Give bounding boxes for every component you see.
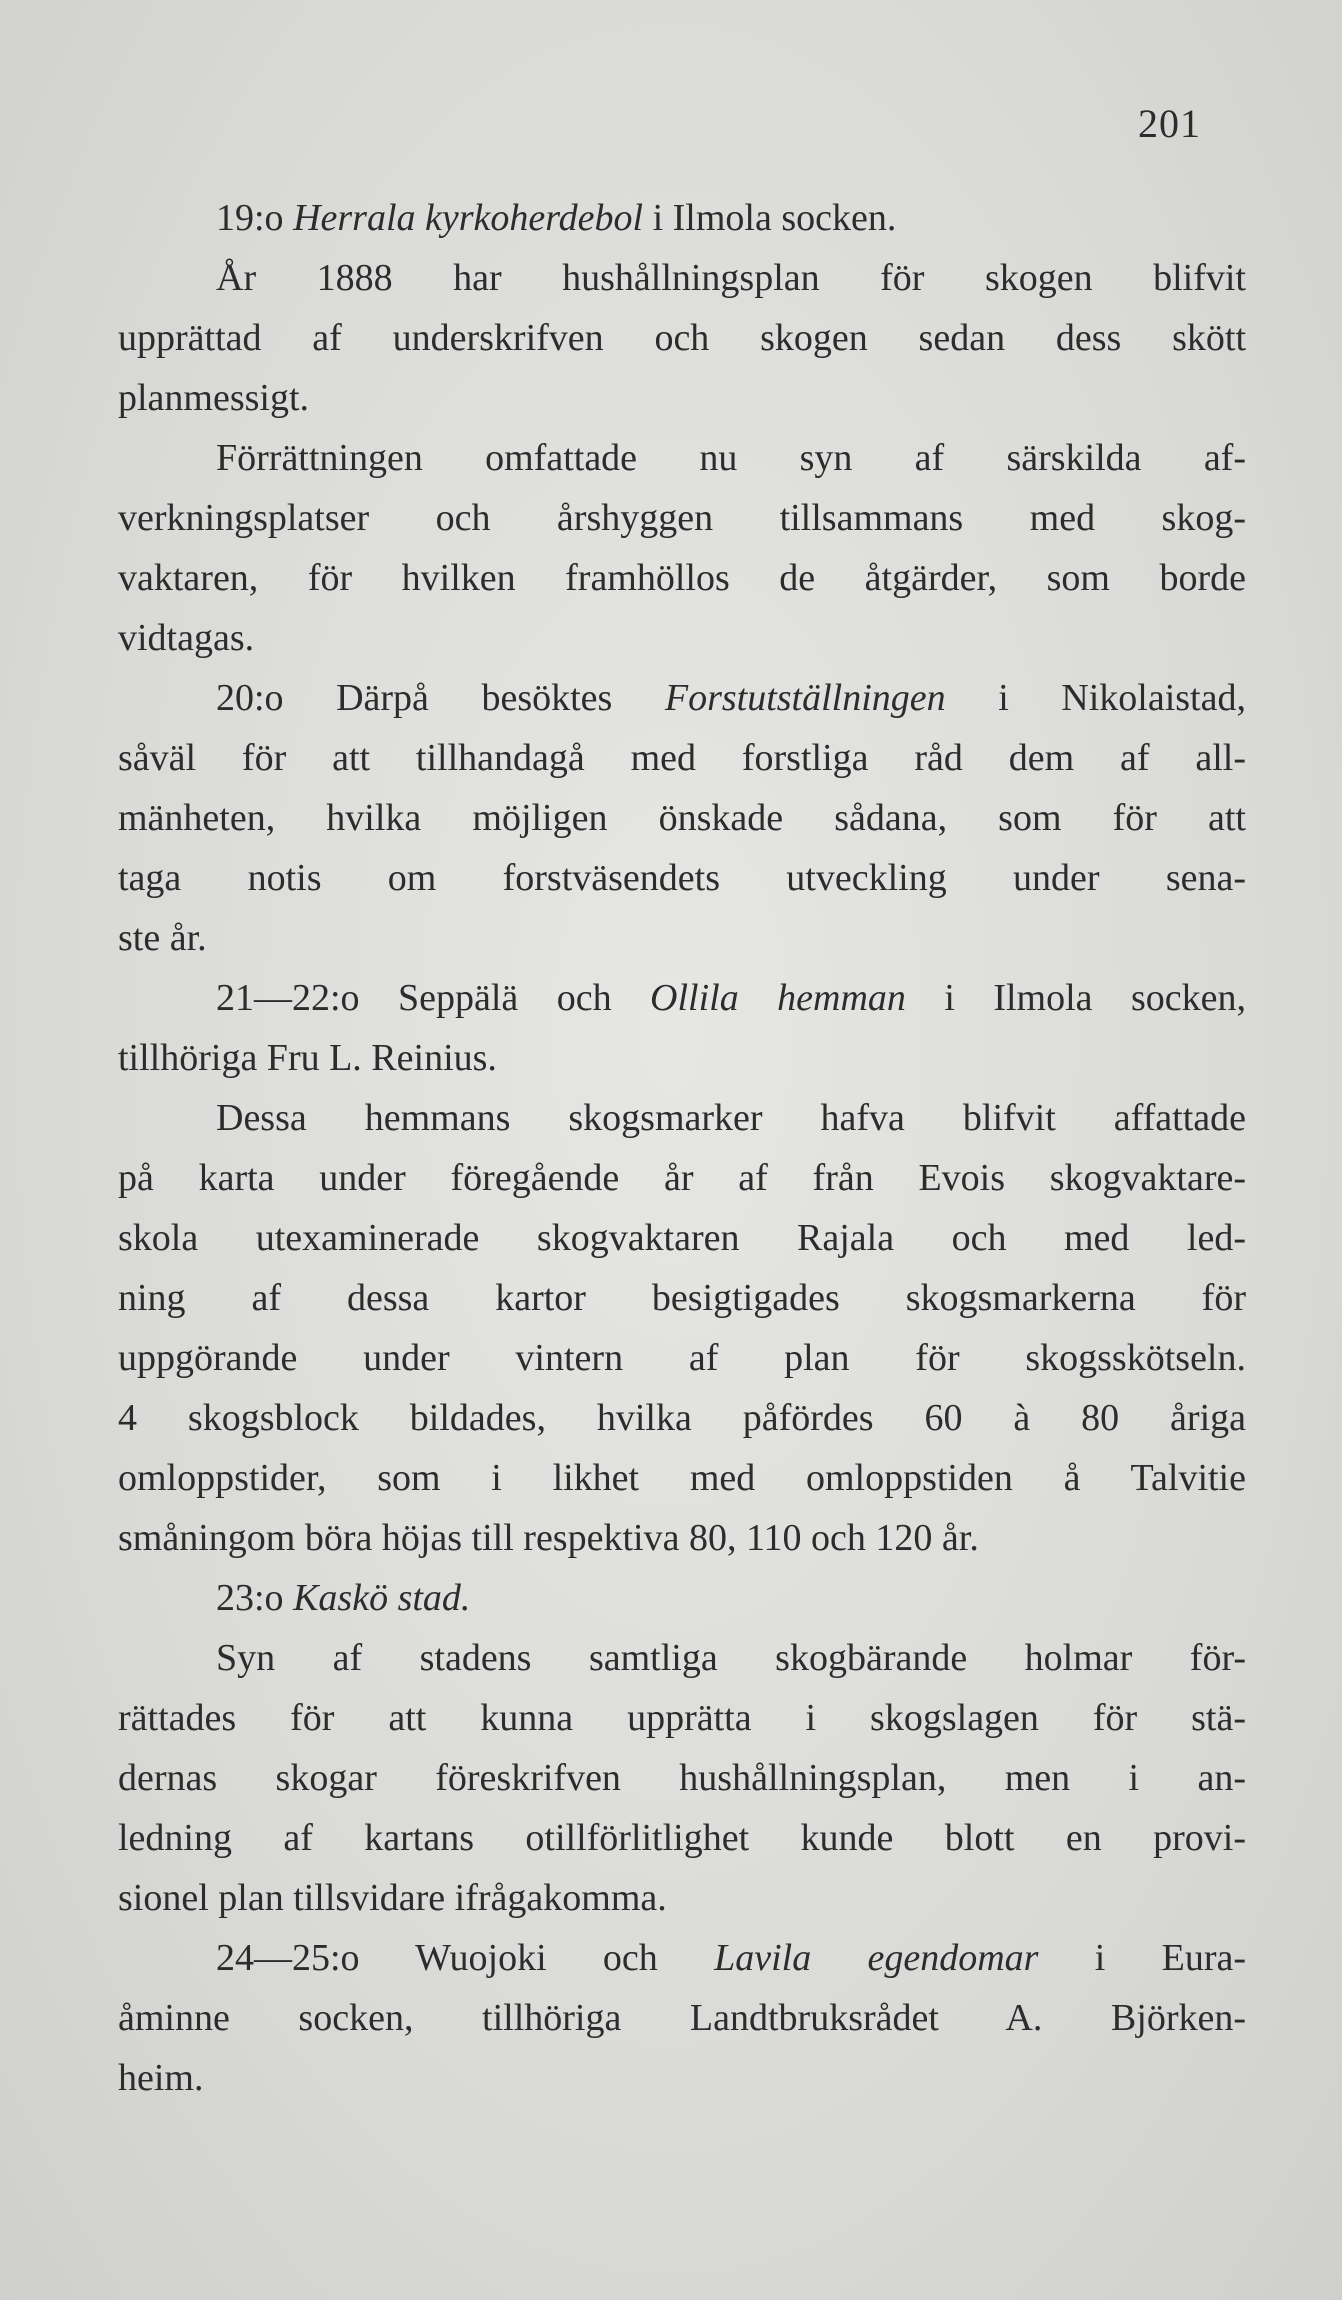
text-line: 21—22:o Seppälä och Ollila hemman i Ilmola socken, (216, 977, 1246, 1019)
text-line: sionel plan tillsvidare ifrågakomma. (118, 1877, 667, 1919)
body-text (118, 188, 1246, 2108)
text-line: uppgörande under vintern af plan för skogsskötseln. (118, 1337, 1246, 1379)
text-line: 23:o Kaskö stad. (216, 1577, 471, 1619)
text-line: Förrättningen omfattade nu syn af särskilda af- (216, 437, 1246, 479)
text-line: småningom böra höjas till respektiva 80, 110 och 120 år. (118, 1517, 979, 1559)
text-line: planmessigt. (118, 377, 310, 419)
text-line: dernas skogar föreskrifven hushållningsplan, men i an- (118, 1757, 1246, 1799)
text-line: skola utexaminerade skogvaktaren Rajala och med led- (118, 1217, 1246, 1259)
text-line: ledning af kartans otillförlitlighet kunde blott en provi- (118, 1817, 1246, 1859)
text-line: vidtagas. (118, 617, 255, 659)
text-line: på karta under föregående år af från Evois skogvaktare- (118, 1157, 1246, 1199)
page-number: 201 (1138, 101, 1201, 146)
text-line: mänheten, hvilka möjligen önskade sådana, som för att (118, 797, 1246, 839)
text-line: upprättad af underskrifven och skogen sedan dess skött (118, 317, 1246, 359)
text-line: ning af dessa kartor besigtigades skogsmarkerna för (118, 1277, 1246, 1319)
text-line: såväl för att tillhandagå med forstliga råd dem af all- (118, 737, 1246, 779)
text-line: rättades för att kunna upprätta i skogslagen för stä- (118, 1697, 1246, 1739)
text-line: År 1888 har hushållningsplan för skogen blifvit (216, 257, 1246, 299)
text-line: tillhöriga Fru L. Reinius. (118, 1037, 497, 1079)
text-line: 4 skogsblock bildades, hvilka påfördes 60 à 80 åriga (118, 1397, 1246, 1439)
text-line: ste år. (118, 917, 207, 959)
text-line: 24—25:o Wuojoki och Lavila egendomar i Eura- (216, 1937, 1247, 1979)
text-line: 19:o Herrala kyrkoherdebol i Ilmola socken. (216, 197, 897, 239)
text-line: åminne socken, tillhöriga Landtbruksrådet A. Björken- (118, 1997, 1246, 2039)
text-line: 20:o Därpå besöktes Forstutställningen i Nikolaistad, (216, 677, 1246, 719)
text-line: vaktaren, för hvilken framhöllos de åtgärder, som borde (118, 557, 1246, 599)
text-line: verkningsplatser och årshyggen tillsammans med skog- (118, 497, 1246, 539)
text-line: heim. (118, 2057, 204, 2099)
text-line: Syn af stadens samtliga skogbärande holmar för- (216, 1637, 1246, 1679)
text-line: Dessa hemmans skogsmarker hafva blifvit affattade (216, 1097, 1246, 1139)
text-line: omloppstider, som i likhet med omloppstiden å Talvitie (118, 1457, 1246, 1499)
text-line: taga notis om forstväsendets utveckling under sena- (118, 857, 1246, 899)
